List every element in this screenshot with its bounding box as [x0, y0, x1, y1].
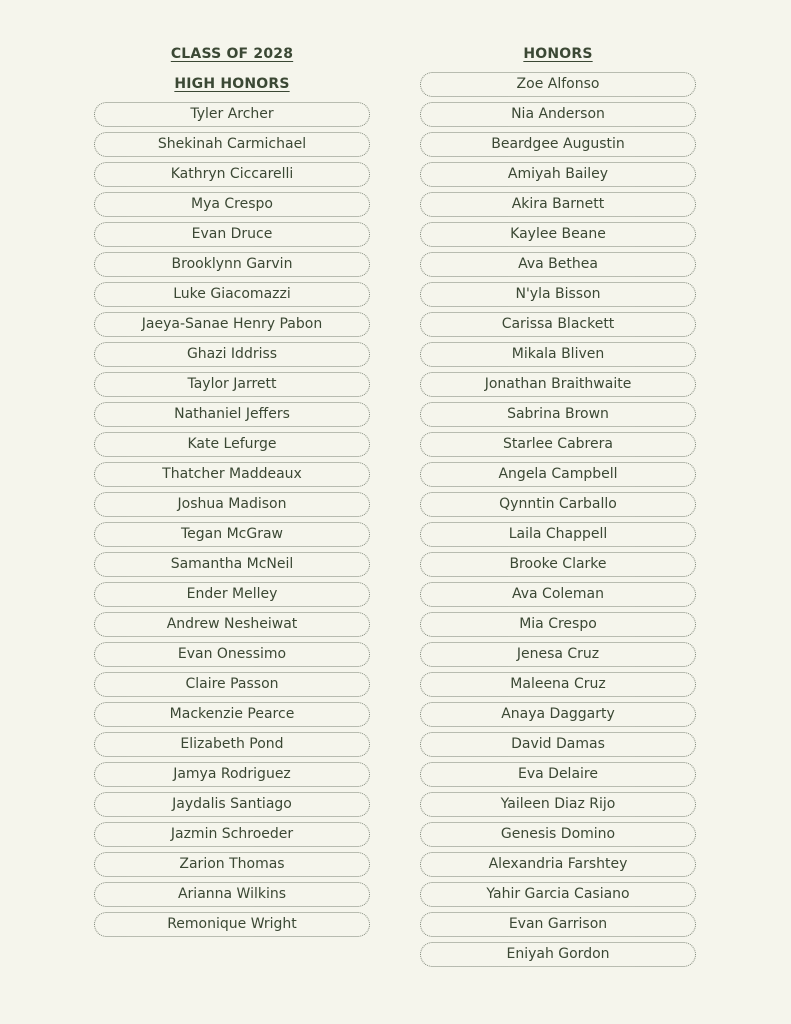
name-pill: Kaylee Beane: [420, 222, 696, 247]
name-pill: Eniyah Gordon: [420, 942, 696, 967]
name-pill: Jazmin Schroeder: [94, 822, 370, 847]
name-pill: Evan Garrison: [420, 912, 696, 937]
name-pill: Remonique Wright: [94, 912, 370, 937]
name-pill: Amiyah Bailey: [420, 162, 696, 187]
name-pill: Ender Melley: [94, 582, 370, 607]
high-honors-column: [94, 42, 370, 942]
name-pill: Genesis Domino: [420, 822, 696, 847]
high-honors-heading: HIGH HONORS: [174, 76, 290, 92]
name-pill: Yahir Garcia Casiano: [420, 882, 696, 907]
name-pill: Mikala Bliven: [420, 342, 696, 367]
name-pill: Ava Bethea: [420, 252, 696, 277]
name-pill: Angela Campbell: [420, 462, 696, 487]
name-pill: Evan Druce: [94, 222, 370, 247]
name-pill: Kate Lefurge: [94, 432, 370, 457]
name-pill: Luke Giacomazzi: [94, 282, 370, 307]
name-pill: David Damas: [420, 732, 696, 757]
name-pill: Beardgee Augustin: [420, 132, 696, 157]
name-pill: Jaeya-Sanae Henry Pabon: [94, 312, 370, 337]
name-pill: Tegan McGraw: [94, 522, 370, 547]
name-pill: Zoe Alfonso: [420, 72, 696, 97]
name-pill: Laila Chappell: [420, 522, 696, 547]
honors-heading: HONORS: [523, 46, 593, 62]
name-pill: Akira Barnett: [420, 192, 696, 217]
name-pill: Jenesa Cruz: [420, 642, 696, 667]
name-pill: Mia Crespo: [420, 612, 696, 637]
honors-list: [420, 72, 696, 972]
name-pill: Taylor Jarrett: [94, 372, 370, 397]
name-pill: Yaileen Diaz Rijo: [420, 792, 696, 817]
name-pill: Carissa Blackett: [420, 312, 696, 337]
name-pill: Andrew Nesheiwat: [94, 612, 370, 637]
name-pill: Joshua Madison: [94, 492, 370, 517]
name-pill: Brooke Clarke: [420, 552, 696, 577]
name-pill: Starlee Cabrera: [420, 432, 696, 457]
name-pill: Shekinah Carmichael: [94, 132, 370, 157]
name-pill: Samantha McNeil: [94, 552, 370, 577]
name-pill: Jaydalis Santiago: [94, 792, 370, 817]
name-pill: N'yla Bisson: [420, 282, 696, 307]
name-pill: Tyler Archer: [94, 102, 370, 127]
name-pill: Jonathan Braithwaite: [420, 372, 696, 397]
name-pill: Claire Passon: [94, 672, 370, 697]
name-pill: Arianna Wilkins: [94, 882, 370, 907]
name-pill: Sabrina Brown: [420, 402, 696, 427]
name-pill: Qynntin Carballo: [420, 492, 696, 517]
name-pill: Ava Coleman: [420, 582, 696, 607]
name-pill: Elizabeth Pond: [94, 732, 370, 757]
name-pill: Mya Crespo: [94, 192, 370, 217]
name-pill: Jamya Rodriguez: [94, 762, 370, 787]
name-pill: Maleena Cruz: [420, 672, 696, 697]
name-pill: Zarion Thomas: [94, 852, 370, 877]
name-pill: Alexandria Farshtey: [420, 852, 696, 877]
name-pill: Eva Delaire: [420, 762, 696, 787]
class-heading: CLASS OF 2028: [170, 46, 294, 62]
name-pill: Mackenzie Pearce: [94, 702, 370, 727]
name-pill: Kathryn Ciccarelli: [94, 162, 370, 187]
name-pill: Nathaniel Jeffers: [94, 402, 370, 427]
name-pill: Anaya Daggarty: [420, 702, 696, 727]
name-pill: Brooklynn Garvin: [94, 252, 370, 277]
name-pill: Thatcher Maddeaux: [94, 462, 370, 487]
name-pill: Nia Anderson: [420, 102, 696, 127]
high-honors-list: [94, 102, 370, 942]
name-pill: Evan Onessimo: [94, 642, 370, 667]
name-pill: Ghazi Iddriss: [94, 342, 370, 367]
honors-column: [420, 42, 696, 972]
